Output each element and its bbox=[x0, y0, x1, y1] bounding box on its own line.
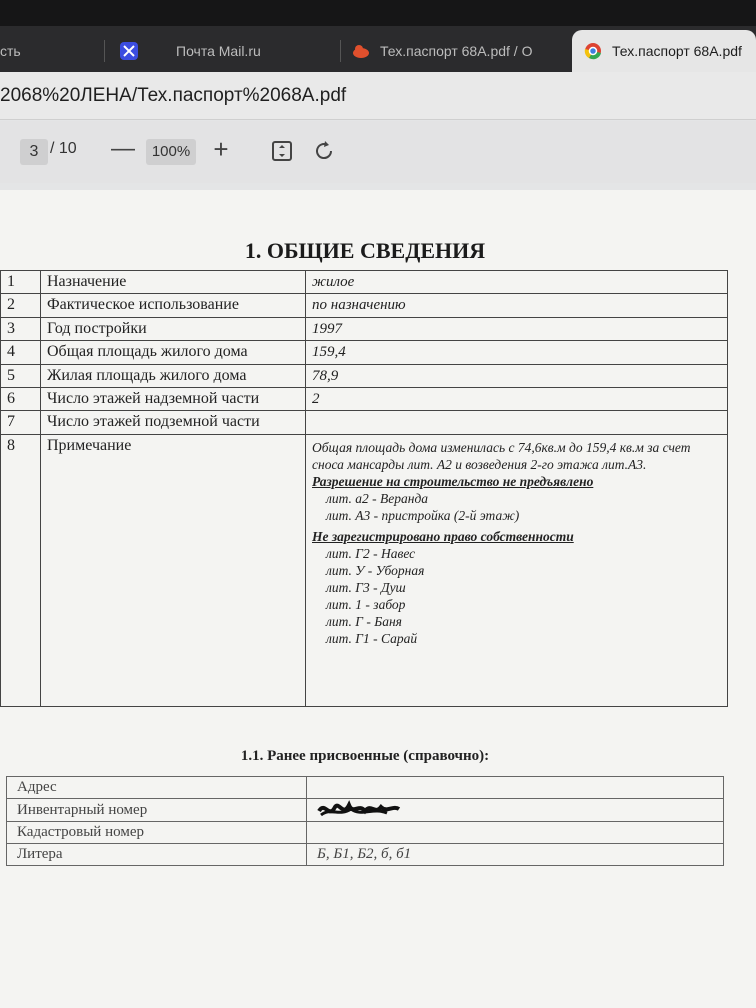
permit-heading: Разрешение на строительство не предъявлено bbox=[312, 473, 594, 489]
document-title: 1. ОБЩИЕ СВЕДЕНИЯ bbox=[244, 238, 486, 263]
ref-label: Литера bbox=[7, 844, 307, 866]
row-value: жилое bbox=[306, 271, 728, 294]
row-label: Год постройки bbox=[41, 317, 306, 340]
row-value: 78,9 bbox=[306, 364, 728, 387]
tab-separator bbox=[104, 40, 105, 62]
tab-label: Почта Mail.ru bbox=[176, 43, 261, 59]
section-subtitle: 1.1. Ранее присвоенные (справочно): bbox=[240, 748, 490, 764]
row-label: Фактическое использование bbox=[41, 294, 306, 317]
tab-pdf-active[interactable] bbox=[572, 30, 756, 72]
tab-label: Тех.паспорт 68А.pdf / О bbox=[380, 43, 533, 59]
row-value: 159,4 bbox=[306, 341, 728, 364]
rotate-icon[interactable] bbox=[312, 139, 338, 165]
pdf-page bbox=[0, 190, 756, 1008]
url-text[interactable]: 2068%20ЛЕНА/Тех.паспорт%2068А.pdf bbox=[0, 85, 347, 106]
ownership-item: лит. У - Уборная bbox=[326, 562, 425, 578]
table-row bbox=[1, 341, 728, 364]
table-row-note bbox=[1, 434, 728, 706]
ownership-item: лит. Г3 - Душ bbox=[326, 579, 406, 595]
table-row bbox=[7, 822, 724, 844]
ownership-item: лит. Г1 - Сарай bbox=[326, 630, 418, 646]
row-number: 2 bbox=[1, 294, 41, 317]
mail-icon bbox=[120, 42, 138, 60]
row-label: Число этажей надземной части bbox=[41, 387, 306, 410]
tab-pdf-cloud[interactable] bbox=[352, 30, 562, 72]
table-row bbox=[1, 271, 728, 294]
row-value: 2 bbox=[306, 387, 728, 410]
row-number: 6 bbox=[1, 387, 41, 410]
row-number: 1 bbox=[1, 271, 41, 294]
row-label: Примечание bbox=[41, 434, 306, 706]
cloud-icon bbox=[352, 42, 370, 60]
row-number: 7 bbox=[1, 411, 41, 434]
tab-partial[interactable] bbox=[0, 30, 100, 72]
row-number: 5 bbox=[1, 364, 41, 387]
note-cell bbox=[306, 434, 728, 706]
tab-strip-background bbox=[0, 0, 756, 26]
table-row bbox=[7, 777, 724, 799]
row-label: Число этажей подземной части bbox=[41, 411, 306, 434]
row-number: 4 bbox=[1, 341, 41, 364]
table-row bbox=[1, 317, 728, 340]
table-row bbox=[1, 411, 728, 434]
ref-value bbox=[307, 799, 724, 822]
ownership-item: лит. Г - Баня bbox=[326, 613, 402, 629]
page-total: / 10 bbox=[50, 140, 77, 157]
row-number: 3 bbox=[1, 317, 41, 340]
general-info-table bbox=[0, 270, 728, 707]
zoom-input[interactable]: 100% bbox=[146, 139, 196, 165]
note-text: Общая площадь дома изменилась с 74,6кв.м до 159,4 кв.м за счет сноса мансарды лит. А2 и возведения 2-го этажа лит.А3. bbox=[312, 439, 691, 472]
zoom-in-button[interactable]: + bbox=[213, 134, 229, 164]
table-row bbox=[1, 294, 728, 317]
ref-value bbox=[307, 777, 724, 799]
table-row bbox=[7, 844, 724, 866]
table-row bbox=[7, 799, 724, 822]
ref-label: Инвентарный номер bbox=[7, 799, 307, 822]
row-number: 8 bbox=[1, 434, 41, 706]
chrome-icon bbox=[584, 42, 602, 60]
fit-page-icon[interactable] bbox=[270, 139, 296, 165]
ref-label: Адрес bbox=[7, 777, 307, 799]
row-label: Назначение bbox=[41, 271, 306, 294]
tab-mail[interactable] bbox=[120, 30, 320, 72]
zoom-out-button[interactable]: — bbox=[111, 135, 135, 162]
ref-label: Кадастровый номер bbox=[7, 822, 307, 844]
tab-label: сть bbox=[0, 43, 21, 59]
row-label: Общая площадь жилого дома bbox=[41, 341, 306, 364]
row-value bbox=[306, 411, 728, 434]
previous-ids-table bbox=[6, 776, 724, 866]
tab-separator bbox=[340, 40, 341, 62]
ownership-heading: Не зарегистрировано право собственности bbox=[312, 528, 574, 544]
ownership-item: лит. 1 - забор bbox=[326, 596, 406, 612]
row-value: по назначению bbox=[306, 294, 728, 317]
table-row bbox=[1, 364, 728, 387]
pdf-toolbar bbox=[0, 121, 756, 183]
tab-label: Тех.паспорт 68А.pdf bbox=[612, 43, 742, 59]
ref-value bbox=[307, 822, 724, 844]
permit-item: лит. а2 - Веранда bbox=[326, 490, 429, 506]
redaction-scribble bbox=[317, 799, 401, 821]
ref-value: Б, Б1, Б2, б, б1 bbox=[307, 844, 724, 866]
address-bar[interactable] bbox=[0, 72, 756, 120]
row-label: Жилая площадь жилого дома bbox=[41, 364, 306, 387]
page-number-input[interactable]: 3 bbox=[20, 139, 48, 165]
tab-strip bbox=[0, 0, 756, 72]
permit-item: лит. А3 - пристройка (2-й этаж) bbox=[326, 507, 520, 523]
row-value: 1997 bbox=[306, 317, 728, 340]
ownership-item: лит. Г2 - Навес bbox=[326, 545, 416, 561]
table-row bbox=[1, 387, 728, 410]
